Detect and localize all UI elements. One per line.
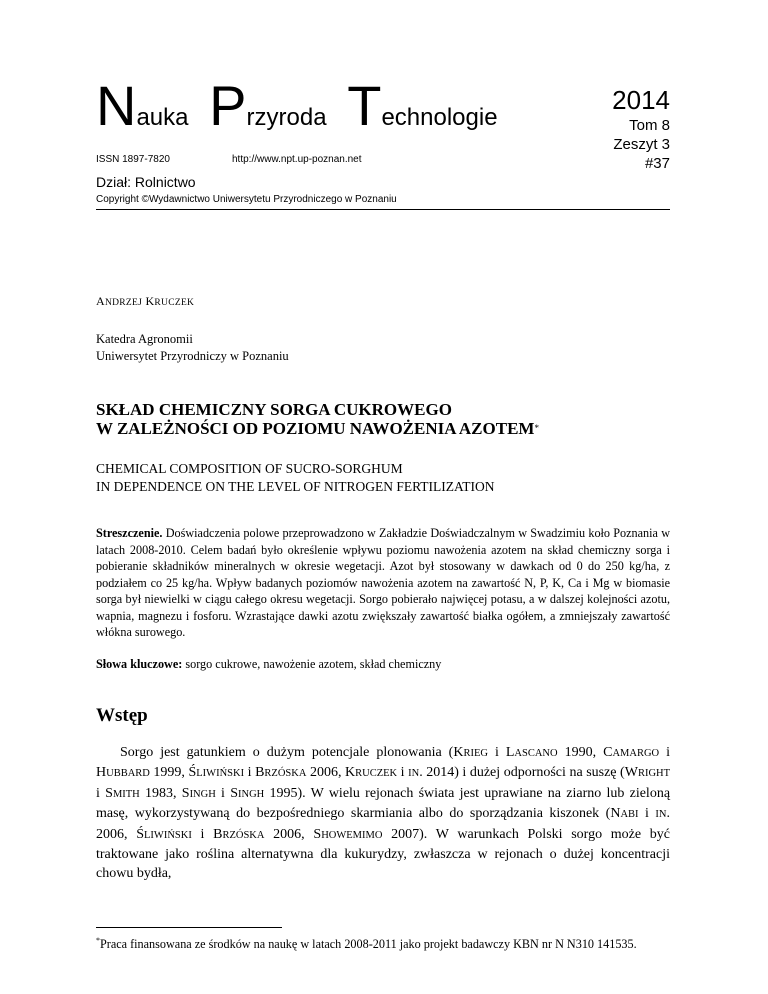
journal-title-word-1: Nauka <box>96 74 189 137</box>
journal-title <box>96 74 498 137</box>
year: 2014 <box>612 85 670 115</box>
affiliation-university: Uniwersytet Przyrodniczy w Poznaniu <box>96 349 289 363</box>
abstract-text: Doświadczenia polowe przeprowadzono w Zakładzie Doświadczalnym w Swadzimiu koło Poznania w latach 2008-2010. Celem badań było określenie wpływu poziomu nawożenia azotem na skład chemiczny sorga i pobieranie składników mineralnych w okresie wegetacji. Azot był stosowany w dawkach od 0 do 250 kg/ha, z podziałem co 25 kg/ha. Wpływ badanych poziomów nawożenia azotem na zawartość N, P, K, Ca i Mg w biomasie sorga był niewielki w ciągu całego okresu wegetacji. Sorgo pobierało najwięcej potasu, a w dalszej kolejności azotu, wapnia, magnezu i fosforu. Wzrastające dawki azotu zwiększały zawartość białka ogółem, a zmniejszały zawartość włókna surowego. <box>96 526 671 639</box>
english-title <box>96 460 495 496</box>
issue: Zeszyt 3 <box>613 136 670 153</box>
body-text <box>96 743 670 884</box>
header-divider <box>96 209 670 210</box>
volume: Tom 8 <box>629 117 670 134</box>
footnote-divider <box>96 927 282 928</box>
abstract-label: Streszczenie. <box>96 526 163 540</box>
english-title-line-2: IN DEPENDENCE ON THE LEVEL OF NITROGEN FERTILIZATION <box>96 479 495 494</box>
journal-title-word-3: Technologie <box>347 74 498 137</box>
footnote-text: Praca finansowana ze środków na naukę w latach 2008-2011 jako projekt badawczy KBN nr N N310 141535. <box>100 937 637 952</box>
footnote-mark-small: * <box>96 936 100 945</box>
abstract <box>96 525 670 641</box>
article-title-line-1: SKŁAD CHEMICZNY SORGA CUKROWEGO <box>96 400 452 419</box>
keywords <box>96 657 441 672</box>
issn: ISSN 1897-7820 <box>96 154 170 165</box>
affiliation-department: Katedra Agronomii <box>96 332 193 346</box>
article-title <box>96 400 539 438</box>
section-heading: Wstęp <box>96 705 148 726</box>
body-paragraph: Sorgo jest gatunkiem o dużym potencjale plonowania (KRIEG i LASCANO 1990, CAMARGO i HUBBARD 1999, ŚLIWIŃSKI i BRZÓSKA 2006, KRUCZEK i IN. 2014) i dużej odporności na suszę (WRIGHT i SMITH 1983, SINGH i SINGH 1995). W wielu rejonach świata jest uprawiane na ziarno lub zieloną masę, wykorzystywaną do bezpośredniego skarmiania albo do sporządzania kiszonek (NABI i IN. 2006, ŚLIWIŃSKI i BRZÓSKA 2006, SHOWEMIMO 2007). W warunkach Polski sorgo może być traktowane jako roślina alternatywna dla kukurydzy, zwłaszcza w rejonach o dużej koncentracji chowu bydła, <box>96 745 671 882</box>
footnote-mark[interactable]: * <box>534 423 539 433</box>
english-title-line-1: CHEMICAL COMPOSITION OF SUCRO-SORGHUM <box>96 461 403 476</box>
journal-title-word-2: Przyroda <box>209 74 327 137</box>
author-name: ANDRZEJ KRUCZEK <box>96 294 195 308</box>
keywords-label: Słowa kluczowe: <box>96 657 183 671</box>
footnote <box>96 933 670 953</box>
copyright: Copyright ©Wydawnictwo Uniwersytetu Przyrodniczego w Poznaniu <box>96 194 397 205</box>
keywords-text: sorgo cukrowe, nawożenie azotem, skład chemiczny <box>185 657 442 671</box>
article-title-line-2: W ZALEŻNOŚCI OD POZIOMU NAWOŻENIA AZOTEM* <box>96 419 539 438</box>
journal-url[interactable]: http://www.npt.up-poznan.net <box>232 154 362 165</box>
section-label: Dział: Rolnictwo <box>96 174 196 190</box>
article-number: #37 <box>644 155 670 172</box>
